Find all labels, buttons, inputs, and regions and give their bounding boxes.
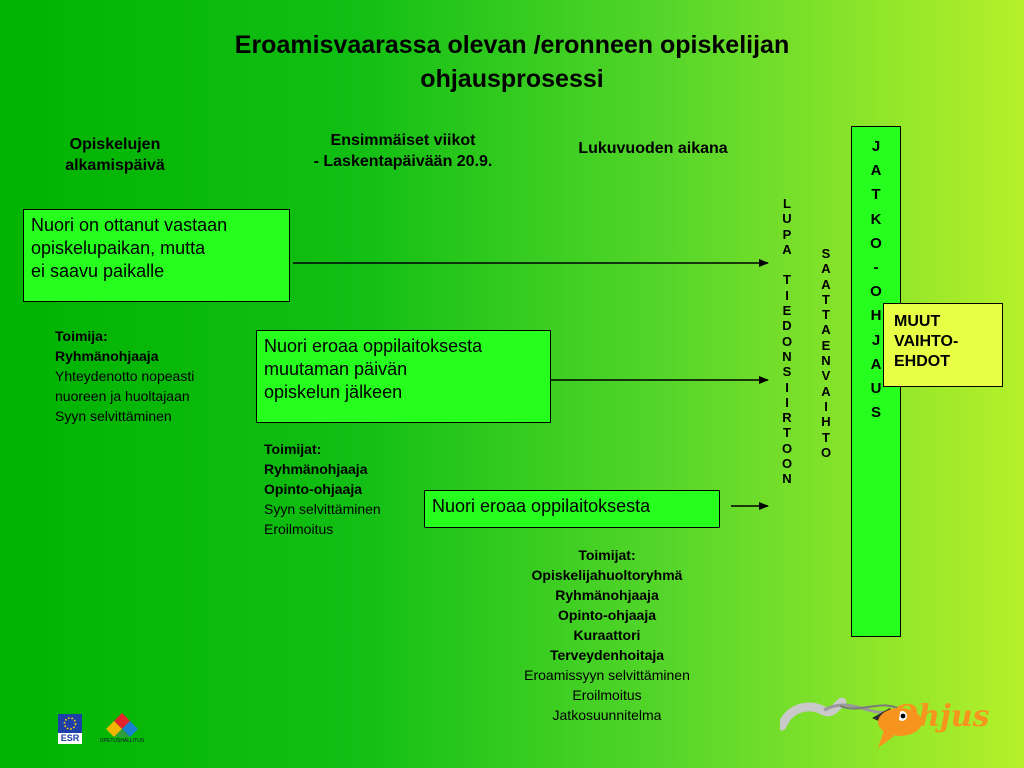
note-actors-box2-bold-1: Toimijat: <box>264 441 322 457</box>
follow-up-guidance-letter: T <box>871 186 881 204</box>
escorted-transfer-letter: O <box>820 444 832 460</box>
note-actor-box1-text-1: Yhteydenotto nopeasti <box>55 368 195 384</box>
escorted-transfer-letter: T <box>822 429 830 445</box>
box-no-show-line-1: Nuori on ottanut vastaan <box>31 215 228 235</box>
follow-up-guidance-letter: - <box>873 259 879 277</box>
box-dropout: Nuori eroaa oppilaitoksesta <box>424 490 720 528</box>
ohjus-logo-text: Ohjus <box>892 699 990 734</box>
ohjus-logo <box>780 686 1010 756</box>
permission-info-transfer-letter: T <box>783 272 791 288</box>
escorted-transfer-letter: N <box>821 353 831 369</box>
follow-up-guidance-letter: K <box>870 210 882 228</box>
opetushallitus-logo <box>94 712 150 748</box>
permission-info-transfer-letter: L <box>783 196 791 211</box>
column-header-start-line-1: Opiskelujen <box>69 136 161 153</box>
note-actors-box3-text-3: Jatkosuunnitelma <box>552 707 662 723</box>
permission-info-transfer-letter: T <box>783 425 791 441</box>
escorted-transfer-letter: A <box>821 261 831 277</box>
escorted-transfer-letter: A <box>821 322 831 338</box>
permission-info-transfer-letter: O <box>781 440 793 456</box>
note-actor-box1-text-3: Syyn selvittäminen <box>55 408 172 424</box>
esf-logo-text: ESR <box>60 733 80 743</box>
permission-info-transfer-letter: I <box>785 379 789 395</box>
follow-up-guidance-letter: J <box>871 331 881 349</box>
note-actors-box3-text-1: Eroamissyyn selvittäminen <box>524 667 690 683</box>
note-actors-box3-bold-2: Opiskelijahuoltoryhmä <box>531 567 683 583</box>
escorted-transfer-letter: E <box>821 337 831 353</box>
opetushallitus-emblem-icon <box>94 712 150 738</box>
other-options-line-3: EHDOT <box>894 353 950 370</box>
escorted-transfer-letter: I <box>824 398 828 414</box>
note-actors-box2-bold-2: Ryhmänohjaaja <box>264 461 368 477</box>
title-line-1: Eroamisvaarassa olevan /eronneen opiskelijan <box>234 31 790 59</box>
permission-info-transfer-letter: O <box>781 456 793 472</box>
escorted-transfer-letter: A <box>821 276 831 292</box>
opetushallitus-text: OPETUSHALLITUS <box>99 738 145 744</box>
follow-up-guidance-letter: A <box>870 162 882 180</box>
escorted-transfer-letter: S <box>821 246 831 261</box>
esf-logo <box>58 714 82 744</box>
note-actors-box3-bold-5: Kuraattori <box>573 627 641 643</box>
note-actor-box1-text-2: nuoreen ja huoltajaan <box>55 388 190 404</box>
follow-up-guidance-letter: U <box>870 380 882 398</box>
note-actors-box2-bold-3: Opinto-ohjaaja <box>264 481 362 497</box>
column-header-first-weeks-line-1: Ensimmäiset viikot <box>330 132 476 149</box>
escorted-transfer-letter: A <box>821 383 831 399</box>
box-no-show-line-3: ei saavu paikalle <box>31 261 165 281</box>
follow-up-guidance-letter: A <box>870 355 882 373</box>
follow-up-guidance-letter: H <box>870 307 882 325</box>
escorted-transfer-letter: T <box>822 291 830 307</box>
permission-info-transfer-letter: P <box>782 226 792 242</box>
permission-info-transfer-letter: N <box>782 348 792 364</box>
other-options-box <box>883 303 1003 387</box>
column-header-start-line-2: alkamispäivä <box>65 157 165 174</box>
escorted-transfer-letter: T <box>822 307 830 323</box>
note-actors-box3-bold-1: Toimijat: <box>578 547 636 563</box>
note-actors-box3-bold-4: Opinto-ohjaaja <box>558 607 656 623</box>
other-options-line-1: MUUT <box>894 313 941 330</box>
permission-info-transfer-letter: S <box>782 364 792 380</box>
follow-up-guidance-letter: J <box>871 138 881 155</box>
follow-up-guidance-letter: S <box>870 404 881 422</box>
permission-info-transfer-letter: O <box>781 333 793 349</box>
permission-info-transfer-letter: A <box>782 241 792 257</box>
box-early-dropout-line-3: opiskelun jälkeen <box>264 382 403 402</box>
permission-info-transfer-letter: R <box>782 410 792 426</box>
note-actors-box3-bold-3: Ryhmänohjaaja <box>555 587 659 603</box>
permission-info-transfer-letter <box>777 257 797 272</box>
note-actors-box2-text-2: Eroilmoitus <box>264 521 334 537</box>
escorted-transfer-letter: V <box>821 368 831 384</box>
permission-info-transfer-letter: N <box>782 471 792 487</box>
permission-info-transfer-letter: E <box>782 303 792 319</box>
box-no-show-line-2: opiskelupaikan, mutta <box>31 238 206 258</box>
escorted-transfer-label <box>816 246 836 460</box>
other-options-line-2: VAIHTO- <box>894 333 959 350</box>
box-early-dropout-line-2: muutaman päivän <box>264 359 408 379</box>
note-actors-box3-text-2: Eroilmoitus <box>572 687 642 703</box>
permission-info-transfer-letter: I <box>785 287 789 303</box>
follow-up-guidance-letter: O <box>870 234 882 252</box>
permission-info-transfer-letter: I <box>785 394 789 410</box>
escorted-transfer-letter: H <box>821 414 831 430</box>
column-header-school-year: Lukuvuoden aikana <box>578 140 728 157</box>
title-line-2: ohjausprosessi <box>420 65 604 93</box>
follow-up-guidance-letter: O <box>870 283 882 301</box>
note-actor-box1-bold-2: Ryhmänohjaaja <box>55 348 159 364</box>
column-header-first-weeks-line-2: - Laskentapäivään 20.9. <box>313 153 493 170</box>
note-actors-box3-bold-6: Terveydenhoitaja <box>549 647 665 663</box>
box-early-dropout-line-1: Nuori eroaa oppilaitoksesta <box>264 336 483 356</box>
note-actors-box2-text-1: Syyn selvittäminen <box>264 501 381 517</box>
note-actor-box1-bold-1: Toimija: <box>55 328 108 344</box>
permission-info-transfer-letter: D <box>782 318 792 334</box>
permission-info-transfer-label <box>777 196 797 487</box>
permission-info-transfer-letter: U <box>782 211 792 227</box>
